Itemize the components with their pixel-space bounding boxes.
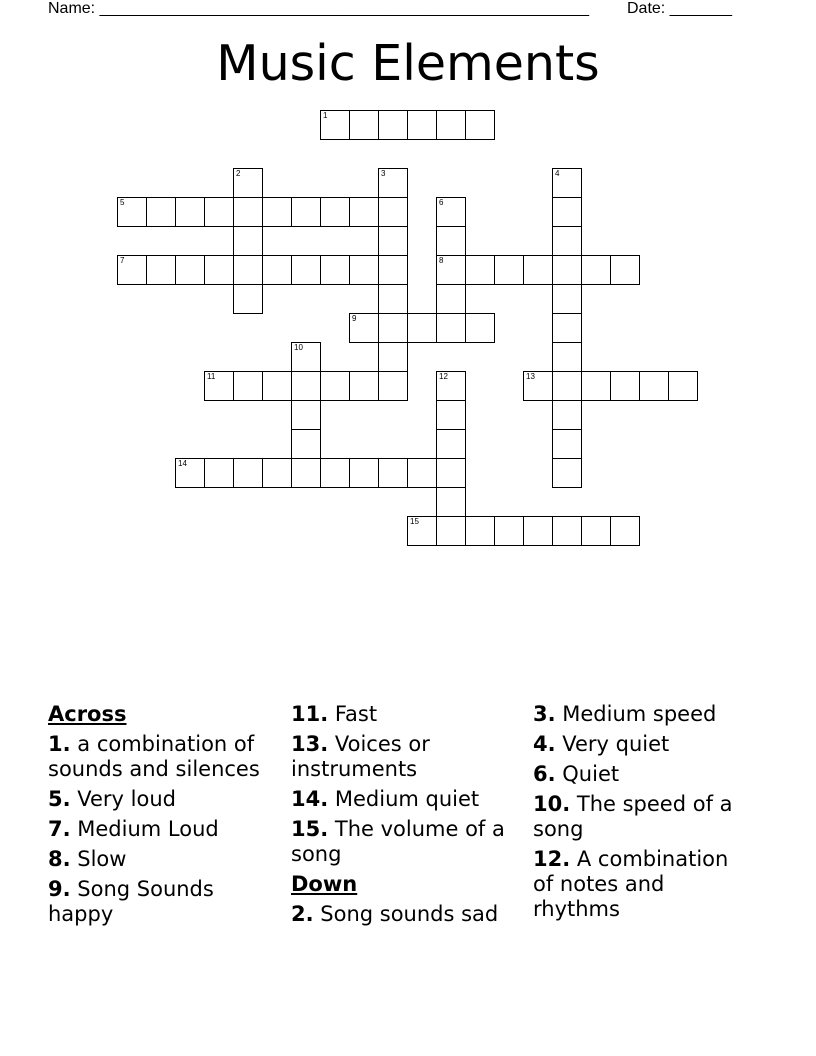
grid-cell[interactable] [523, 255, 553, 285]
grid-cell[interactable] [262, 458, 292, 488]
across-heading: Across [48, 702, 127, 726]
across-clue [48, 732, 268, 782]
clue-column-3 [533, 702, 753, 927]
grid-cell[interactable] [552, 168, 582, 198]
grid-cell[interactable] [233, 168, 263, 198]
clue-number: 14. [291, 787, 329, 811]
grid-cell[interactable] [320, 371, 350, 401]
across-clue [291, 732, 511, 782]
grid-cell[interactable] [320, 197, 350, 227]
grid-cell[interactable] [436, 284, 466, 314]
grid-cell[interactable] [378, 168, 408, 198]
grid-cell[interactable] [378, 342, 408, 372]
clue-number: 8. [48, 847, 71, 871]
grid-cell[interactable] [233, 197, 263, 227]
across-clue [291, 817, 511, 867]
clue-number: 11 [207, 372, 216, 381]
date-field: Date: _______ [627, 0, 732, 17]
clue-number: 6 [439, 198, 444, 207]
clue-text: A combination of notes and rhythms [533, 847, 729, 921]
clue-text: The volume of a song [291, 817, 505, 866]
clue-text: a combination of sounds and silences [48, 732, 260, 781]
grid-cell[interactable] [436, 313, 466, 343]
clue-column-2 [291, 702, 511, 932]
clue-number: 13. [291, 732, 329, 756]
clue-number: 4 [555, 169, 560, 178]
grid-cell[interactable] [465, 516, 495, 546]
grid-cell[interactable] [581, 516, 611, 546]
grid-cell[interactable] [146, 197, 176, 227]
grid-cell[interactable] [436, 371, 466, 401]
grid-cell[interactable] [204, 371, 234, 401]
grid-cell[interactable] [349, 458, 379, 488]
grid-cell[interactable] [552, 284, 582, 314]
grid-cell[interactable] [378, 313, 408, 343]
grid-cell[interactable] [233, 458, 263, 488]
grid-cell[interactable] [204, 255, 234, 285]
clue-text: Very loud [70, 787, 176, 811]
grid-cell[interactable] [349, 313, 379, 343]
grid-cell[interactable] [262, 255, 292, 285]
across-clue [291, 787, 511, 812]
grid-cell[interactable] [494, 516, 524, 546]
grid-cell[interactable] [407, 110, 437, 140]
grid-cell[interactable] [436, 400, 466, 430]
across-clue [48, 847, 268, 872]
clue-number: 9 [352, 314, 357, 323]
clue-number: 12 [439, 372, 448, 381]
across-clue [48, 817, 268, 842]
grid-cell[interactable] [552, 429, 582, 459]
clue-number: 10 [294, 343, 303, 352]
down-clue [533, 702, 753, 727]
grid-cell[interactable] [378, 255, 408, 285]
grid-cell[interactable] [349, 197, 379, 227]
across-clue [48, 877, 268, 927]
clue-text: Medium speed [555, 702, 717, 726]
clue-number: 1 [323, 111, 328, 120]
grid-cell[interactable] [668, 371, 698, 401]
grid-cell[interactable] [320, 255, 350, 285]
grid-cell[interactable] [233, 226, 263, 256]
clue-number: 13 [526, 372, 535, 381]
grid-cell[interactable] [581, 255, 611, 285]
grid-cell[interactable] [465, 313, 495, 343]
grid-cell[interactable] [436, 458, 466, 488]
down-clue [533, 762, 753, 787]
grid-cell[interactable] [465, 110, 495, 140]
clue-number: 14 [178, 459, 187, 468]
down-clue [533, 792, 753, 842]
grid-cell[interactable] [552, 197, 582, 227]
clue-number: 11. [291, 702, 329, 726]
grid-cell[interactable] [117, 197, 147, 227]
grid-cell[interactable] [175, 197, 205, 227]
clue-number: 9. [48, 877, 71, 901]
grid-cell[interactable] [378, 197, 408, 227]
grid-cell[interactable] [610, 371, 640, 401]
grid-cell[interactable] [291, 371, 321, 401]
clue-text: Song Sounds happy [48, 877, 214, 926]
grid-cell[interactable] [610, 516, 640, 546]
grid-cell[interactable] [436, 429, 466, 459]
grid-cell[interactable] [204, 458, 234, 488]
grid-cell[interactable] [552, 371, 582, 401]
grid-cell[interactable] [291, 197, 321, 227]
grid-cell[interactable] [436, 197, 466, 227]
clue-number: 4. [533, 732, 556, 756]
clue-number: 8 [439, 256, 444, 265]
clue-number: 10. [533, 792, 571, 816]
grid-cell[interactable] [204, 197, 234, 227]
clue-number: 3 [381, 169, 386, 178]
grid-cell[interactable] [523, 371, 553, 401]
down-clue [533, 847, 753, 922]
grid-cell[interactable] [233, 371, 263, 401]
grid-cell[interactable] [552, 255, 582, 285]
clue-number: 3. [533, 702, 556, 726]
across-clue [291, 702, 511, 727]
grid-cell[interactable] [378, 110, 408, 140]
clue-text: Medium Loud [70, 817, 219, 841]
grid-cell[interactable] [349, 110, 379, 140]
grid-cell[interactable] [262, 197, 292, 227]
grid-cell[interactable] [436, 487, 466, 517]
grid-cell[interactable] [407, 458, 437, 488]
grid-cell[interactable] [436, 255, 466, 285]
grid-cell[interactable] [233, 284, 263, 314]
grid-cell[interactable] [233, 255, 263, 285]
grid-cell[interactable] [436, 226, 466, 256]
clue-text: Medium quiet [328, 787, 480, 811]
grid-cell[interactable] [494, 255, 524, 285]
clue-number: 7. [48, 817, 71, 841]
grid-cell[interactable] [378, 371, 408, 401]
clue-text: Fast [328, 702, 378, 726]
clue-number: 15. [291, 817, 329, 841]
clue-text: Song sounds sad [313, 902, 499, 926]
clue-text: Very quiet [555, 732, 670, 756]
clue-number: 12. [533, 847, 571, 871]
grid-cell[interactable] [291, 400, 321, 430]
grid-cell[interactable] [320, 110, 350, 140]
grid-cell[interactable] [262, 371, 292, 401]
clue-number: 5. [48, 787, 71, 811]
grid-cell[interactable] [349, 255, 379, 285]
down-heading: Down [291, 872, 358, 896]
grid-cell[interactable] [378, 226, 408, 256]
grid-cell[interactable] [175, 458, 205, 488]
grid-cell[interactable] [552, 516, 582, 546]
clue-column-1 [48, 702, 268, 932]
grid-cell[interactable] [610, 255, 640, 285]
clue-number: 5 [120, 198, 125, 207]
grid-cell[interactable] [552, 313, 582, 343]
grid-cell[interactable] [523, 516, 553, 546]
grid-cell[interactable] [291, 458, 321, 488]
clue-text: Slow [70, 847, 127, 871]
clue-text: The speed of a song [533, 792, 733, 841]
down-clue [291, 902, 511, 927]
grid-cell[interactable] [349, 371, 379, 401]
grid-cell[interactable] [581, 371, 611, 401]
grid-cell[interactable] [146, 255, 176, 285]
clue-text: Voices or instruments [291, 732, 430, 781]
grid-cell[interactable] [407, 313, 437, 343]
grid-cell[interactable] [320, 458, 350, 488]
grid-cell[interactable] [552, 458, 582, 488]
grid-cell[interactable] [552, 226, 582, 256]
grid-cell[interactable] [407, 516, 437, 546]
clue-number: 1. [48, 732, 71, 756]
grid-cell[interactable] [117, 255, 147, 285]
clue-number: 15 [410, 517, 419, 526]
clue-text: Quiet [555, 762, 620, 786]
clue-number: 2 [236, 169, 241, 178]
name-field: Name: _______________________________________________________ [48, 0, 589, 17]
grid-cell[interactable] [378, 284, 408, 314]
down-clue [533, 732, 753, 757]
page-title: Music Elements [216, 35, 600, 92]
grid-cell[interactable] [639, 371, 669, 401]
grid-cell[interactable] [175, 255, 205, 285]
across-clue [48, 787, 268, 812]
grid-cell[interactable] [291, 429, 321, 459]
clue-number: 2. [291, 902, 314, 926]
grid-cell[interactable] [552, 400, 582, 430]
clue-number: 6. [533, 762, 556, 786]
grid-cell[interactable] [291, 255, 321, 285]
grid-cell[interactable] [436, 516, 466, 546]
clue-number: 7 [120, 256, 125, 265]
grid-cell[interactable] [465, 255, 495, 285]
grid-cell[interactable] [378, 458, 408, 488]
grid-cell[interactable] [291, 342, 321, 372]
grid-cell[interactable] [436, 110, 466, 140]
grid-cell[interactable] [552, 342, 582, 372]
